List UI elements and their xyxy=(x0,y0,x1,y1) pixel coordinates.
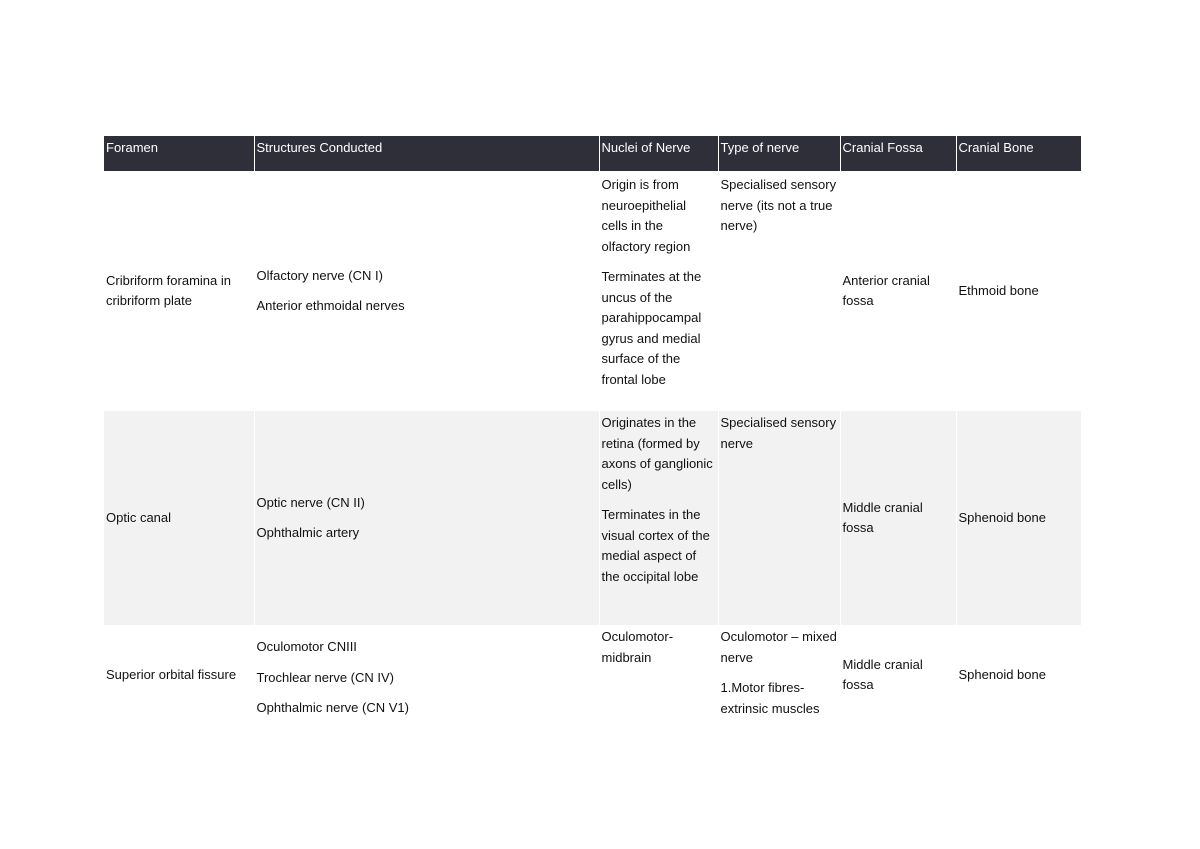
structure-item: Olfactory nerve (CN I) xyxy=(256,267,383,283)
structure-item: Trochlear nerve (CN IV) xyxy=(256,669,394,685)
structure-item: Anterior ethmoidal nerves xyxy=(256,298,405,313)
nuclei-item: Originates in the retina (formed by axons of ganglionic cells) xyxy=(601,415,713,492)
table-row xyxy=(104,411,1081,625)
bone-label: Sphenoid bone xyxy=(958,666,1046,682)
structure-item: Oculomotor CNIII xyxy=(256,639,357,654)
type-item: Specialised sensory nerve xyxy=(720,415,837,451)
header-type: Type of nerve xyxy=(718,136,840,171)
structure-item: Ophthalmic artery xyxy=(256,525,360,540)
cell-bone xyxy=(956,625,1081,727)
cell-nuclei xyxy=(599,171,718,411)
cell-nuclei xyxy=(599,411,718,625)
nuclei-item: Terminates at the uncus of the parahippocampal gyrus and medial surface of the frontal lobe xyxy=(601,269,702,387)
cell-type xyxy=(718,625,840,727)
header-bone: Cranial Bone xyxy=(956,136,1081,171)
structure-item: Ophthalmic nerve (CN V1) xyxy=(256,700,409,715)
cell-bone: Sphenoid bone xyxy=(956,411,1081,625)
document-page xyxy=(104,136,1081,727)
cell-structures xyxy=(254,171,599,411)
foramina-table xyxy=(104,136,1081,727)
cell-type xyxy=(718,171,840,411)
header-structures: Structures Conducted xyxy=(254,136,599,171)
cell-fossa: Anterior cranial fossa xyxy=(840,171,956,411)
cell-bone: Ethmoid bone xyxy=(956,171,1081,411)
structure-item: Optic nerve (CN II) xyxy=(256,494,365,510)
cell-type xyxy=(718,411,840,625)
nuclei-item: Origin is from neuroepithelial cells in the olfactory region xyxy=(601,177,691,254)
table-row xyxy=(104,625,1081,727)
fossa-label: Middle cranial fossa xyxy=(842,656,923,692)
cell-foramen: Optic canal xyxy=(104,411,254,625)
table-row xyxy=(104,171,1081,411)
cell-structures xyxy=(254,411,599,625)
header-nuclei: Nuclei of Nerve xyxy=(599,136,718,171)
cell-structures xyxy=(254,625,599,727)
cell-nuclei xyxy=(599,625,718,727)
header-fossa: Cranial Fossa xyxy=(840,136,956,171)
cell-fossa xyxy=(840,625,956,727)
foramen-label: Superior orbital fissure xyxy=(106,666,237,682)
cell-fossa: Middle cranial fossa xyxy=(840,411,956,625)
type-item: Oculomotor – mixed nerve xyxy=(720,629,837,665)
type-item: 1.Motor fibres- extrinsic muscles xyxy=(720,680,820,716)
table-header-row xyxy=(104,136,1081,171)
cell-foramen: Cribriform foramina in cribriform plate xyxy=(104,171,254,411)
cell-foramen xyxy=(104,625,254,727)
nuclei-item: Terminates in the visual cortex of the medial aspect of the occipital lobe xyxy=(601,507,710,584)
nuclei-item: Oculomotor- midbrain xyxy=(601,629,674,665)
header-foramen: Foramen xyxy=(104,136,254,171)
type-item: Specialised sensory nerve (its not a true nerve) xyxy=(720,177,837,233)
